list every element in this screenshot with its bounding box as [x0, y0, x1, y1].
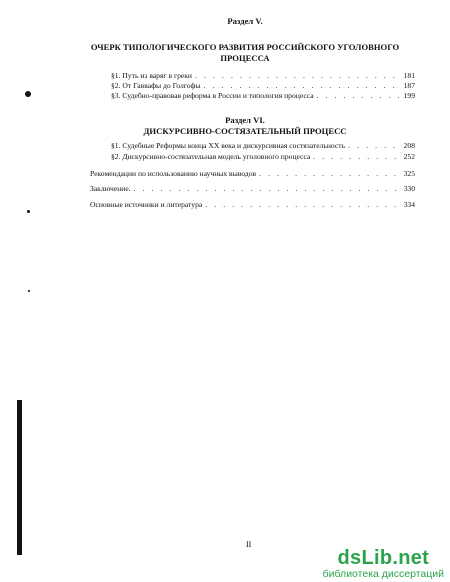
toc-leader-dots — [205, 200, 400, 209]
scan-dot — [27, 210, 30, 213]
toc-entry-page: 334 — [403, 200, 415, 209]
toc-entry-title: §2. Дискурсивно-состязательная модель уголовного процесса — [111, 152, 311, 161]
toc-entry[interactable] — [90, 200, 415, 209]
scan-dot — [25, 91, 31, 97]
toc-leader-dots — [348, 141, 401, 150]
toc-entry-page: 181 — [403, 71, 415, 80]
watermark-brand: dsLib.net — [337, 547, 430, 569]
toc-entry[interactable] — [111, 71, 415, 80]
section-5-title-line1: ОЧЕРК ТИПОЛОГИЧЕСКОГО РАЗВИТИЯ РОССИЙСКОГО УГОЛОВНОГО — [90, 42, 400, 52]
toc-entry-title: §1. Судебные Реформы конца XX века и дискурсивная состязательность — [111, 141, 346, 150]
toc-entry-title: Рекомендации по использованию научных выводов — [90, 169, 257, 178]
toc-leader-dots — [204, 81, 401, 90]
section-5-title-line2: ПРОЦЕССА — [220, 53, 270, 63]
toc-entry-title: Основные источники и литература — [90, 200, 203, 209]
toc-entry-title: §1. Путь из варяг в греки — [111, 71, 192, 80]
scan-binding-edge — [17, 400, 22, 555]
toc-leader-dots — [134, 184, 401, 193]
toc-entry[interactable] — [111, 141, 415, 150]
section-6-title: ДИСКУРСИВНО-СОСТЯЗАТЕЛЬНЫЙ ПРОЦЕСС — [143, 126, 347, 136]
page-number: II — [246, 540, 252, 549]
toc-leader-dots — [259, 169, 401, 178]
watermark-subtitle: библиотека диссертаций — [322, 568, 444, 580]
section-6-heading: Раздел VI. — [225, 115, 265, 125]
toc-entry[interactable] — [111, 152, 415, 161]
toc-entry-page: 199 — [403, 91, 415, 100]
section-5-heading: Раздел V. — [227, 16, 263, 26]
toc-entry-page: 187 — [403, 81, 415, 90]
toc-entry[interactable] — [111, 81, 415, 90]
toc-entry-page: 330 — [403, 184, 415, 193]
toc-entry[interactable] — [90, 169, 415, 178]
toc-entry[interactable] — [111, 91, 415, 100]
toc-leader-dots — [313, 152, 400, 161]
toc-entry-title: §2. От Гаввафы до Голгофы — [111, 81, 201, 90]
toc-entry-page: 325 — [403, 169, 415, 178]
watermark[interactable] — [323, 548, 444, 580]
toc-entry-title: §3. Судебно-правовая реформа в России и типология процесса — [111, 91, 314, 100]
toc-entry[interactable] — [90, 184, 415, 193]
scan-dot — [28, 290, 30, 292]
toc-entry-title: Заключение. — [90, 184, 131, 193]
toc-leader-dots — [317, 91, 401, 100]
toc-entry-page: 252 — [403, 152, 415, 161]
toc-entry-page: 208 — [403, 141, 415, 150]
toc-leader-dots — [195, 71, 401, 80]
